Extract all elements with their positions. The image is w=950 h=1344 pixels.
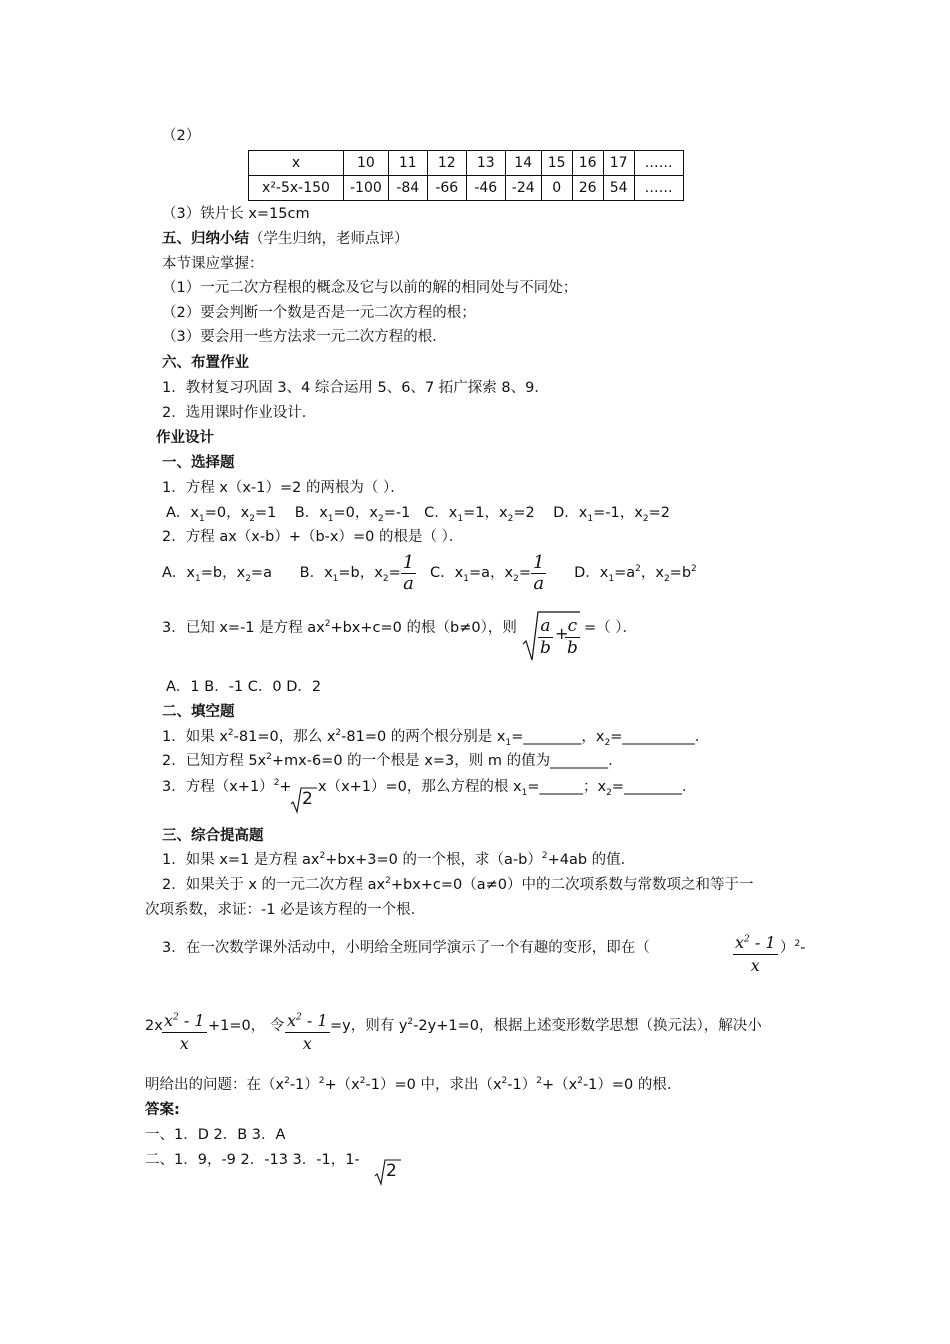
table-cell: 11 — [388, 151, 427, 176]
question-1-3-tail: =（ ）． — [584, 620, 638, 636]
question-2-3-tail: x（x+1）=0，那么方程的根 $x_1=\_\_\_\_\_\_$；$x_2=\_\_\_\_\_\_\_\_$． — [318, 779, 697, 798]
table-cell: 16 — [572, 151, 603, 176]
question-2-3: 3．方程$(x+1)^2+$ — [162, 778, 292, 795]
question-3-1: 1．如果 x=1 是方程 $ax^2+bx+3=0$ 的一个根，求$(a-b)^2+4ab$ 的值． — [162, 851, 636, 868]
fill-section-heading: 二、填空题 — [162, 704, 235, 720]
table-cell: 12 — [427, 151, 466, 176]
question-3-3: 3．在一次数学课外活动中，小明给全班同学演示了一个有趣的变形，即在（ — [162, 940, 650, 956]
homework-design-heading: 作业设计 — [156, 430, 214, 446]
part2-label: （2） — [162, 128, 201, 144]
summary-item: （3）要会用一些方法求一元二次方程的根． — [162, 329, 447, 345]
sqrt-two-expression: 2 — [290, 786, 318, 814]
fraction-x2-minus-1-over-x: $\frac{x^2 - 1}{x}$ — [164, 1011, 205, 1053]
section-five-heading — [162, 229, 409, 249]
table-cell: -46 — [466, 176, 505, 201]
question-1-3: 3．已知 x=-1 是方程 $ax^2+bx+c=0$ 的根（b≠0），则 — [162, 619, 517, 636]
table-cell: 0 — [541, 176, 572, 201]
table-cell: -84 — [388, 176, 427, 201]
table-cell: 17 — [603, 151, 634, 176]
table-row — [249, 151, 684, 176]
fraction-x2-minus-1-over-x: $\frac{x^2 - 1}{x}$ — [735, 933, 776, 975]
table-cell: 26 — [572, 176, 603, 201]
choice-section-heading: 一、选择题 — [162, 455, 235, 471]
homework-item: 2．选用课时作业设计． — [162, 405, 317, 421]
table-cell: -100 — [344, 176, 389, 201]
question-2-1: 1．如果 $x^2-81=0$，那么 $x^2-81=0$ 的两个根分别是 $x_1=\_\_\_\_\_\_\_\_$，$x_2=\_\_\_\_\_\_\_\_\_\_$． — [162, 728, 710, 748]
part3-answer: （3）铁片长 x=15cm — [162, 206, 310, 222]
table-cell: 13 — [466, 151, 505, 176]
advanced-section-heading: 三、综合提高题 — [162, 828, 264, 844]
section-six-heading: 六、布置作业 — [162, 355, 249, 371]
question-3-3-line2-mid: +1=0， 令 — [208, 1018, 285, 1034]
table-row — [249, 176, 684, 201]
question-3-3-line2: 2x — [145, 1018, 163, 1034]
table-cell: -24 — [505, 176, 541, 201]
question-3-2: 2．如果关于 x 的一元二次方程 $ax^2+bx+c=0(a\ne 0)$中的二次项系数与常数项之和等于一 — [162, 876, 754, 893]
table-cell: 54 — [603, 176, 634, 201]
answers-line-1: 一、1．D 2．B 3．A — [145, 1127, 286, 1143]
table-cell: 14 — [505, 151, 541, 176]
summary-item: （2）要会判断一个数是否是一元二次方程的根； — [162, 305, 476, 321]
table-cell: -66 — [427, 176, 466, 201]
question-3-3-tail: ）$^2$- — [780, 939, 806, 956]
value-table — [248, 150, 684, 201]
section-note: （学生归纳，老师点评） — [249, 231, 409, 247]
question-1-1-options: A．$x_1=0$，$x_2=1$ B．$x_1=0$，$x_2=-1$ C．$x_1=1$，$x_2=2$ D．$x_1=-1$，$x_2=2$ — [166, 505, 670, 524]
section-title: 五、归纳小结 — [162, 231, 249, 247]
fraction-one-over-a: $\frac{1}{a}$ — [402, 551, 415, 594]
table-cell: …… — [634, 151, 683, 176]
question-1-2-options: A．$x_1=b$，$x_2=a$ B．$x_1=b$，$x_2=$ $\frac{1}{a}$ C．$x_1=a$，$x_2=$ $\frac{1}{a}$ D．$x_1=a^2$，$x_2=b^2$ — [162, 551, 697, 594]
question-2-2: 2．已知方程 $5x^2+mx-6=0$ 的一个根是 x=3，则 m 的值为________． — [162, 752, 623, 769]
sqrt-fraction-expression: $\frac{a}{b}$ + $\frac{c}{b}$ — [522, 608, 582, 662]
question-1-2: 2．方程 ax（x-b）+（b-x）=0 的根是（ ）． — [162, 529, 464, 545]
fraction-one-over-a: $\frac{1}{a}$ — [532, 551, 545, 594]
summary-intro: 本节课应掌握： — [162, 256, 264, 272]
question-1-3-options: A．1 B．-1 C．0 D．2 — [166, 679, 322, 695]
table-cell: 15 — [541, 151, 572, 176]
question-3-3-line3: 明给出的问题：在$(x^2-1)^2+(x^2-1)=0$ 中，求出$(x^2-1)^2+(x^2-1)=0$ 的根． — [145, 1076, 682, 1093]
question-3-3-line2-tail: =y，则有 $y^2-2y+1=0$，根据上述变形数学思想（换元法），解决小 — [330, 1017, 762, 1034]
summary-item: （1）一元二次方程根的概念及它与以前的解的相同处与不同处； — [162, 280, 578, 296]
answers-line-2: 二、1．9，-9 2．-13 3．-1，1- — [145, 1152, 360, 1168]
table-cell: …… — [634, 176, 683, 201]
table-cell: x²-5x-150 — [249, 176, 344, 201]
question-3-2-cont: 次项系数，求证：-1 必是该方程的一个根． — [145, 902, 426, 918]
question-1-1: 1．方程 x（x-1）=2 的两根为（ ）． — [162, 480, 405, 496]
table-cell: x — [249, 151, 344, 176]
answers-heading: 答案: — [145, 1102, 180, 1118]
table-cell: 10 — [344, 151, 389, 176]
fraction-x2-minus-1-over-x: $\frac{x^2 - 1}{x}$ — [287, 1011, 328, 1053]
sqrt-two-answer: 2 — [374, 1158, 402, 1186]
homework-item: 1．教材复习巩固 3、4 综合运用 5、6、7 拓广探索 8、9． — [162, 380, 549, 396]
